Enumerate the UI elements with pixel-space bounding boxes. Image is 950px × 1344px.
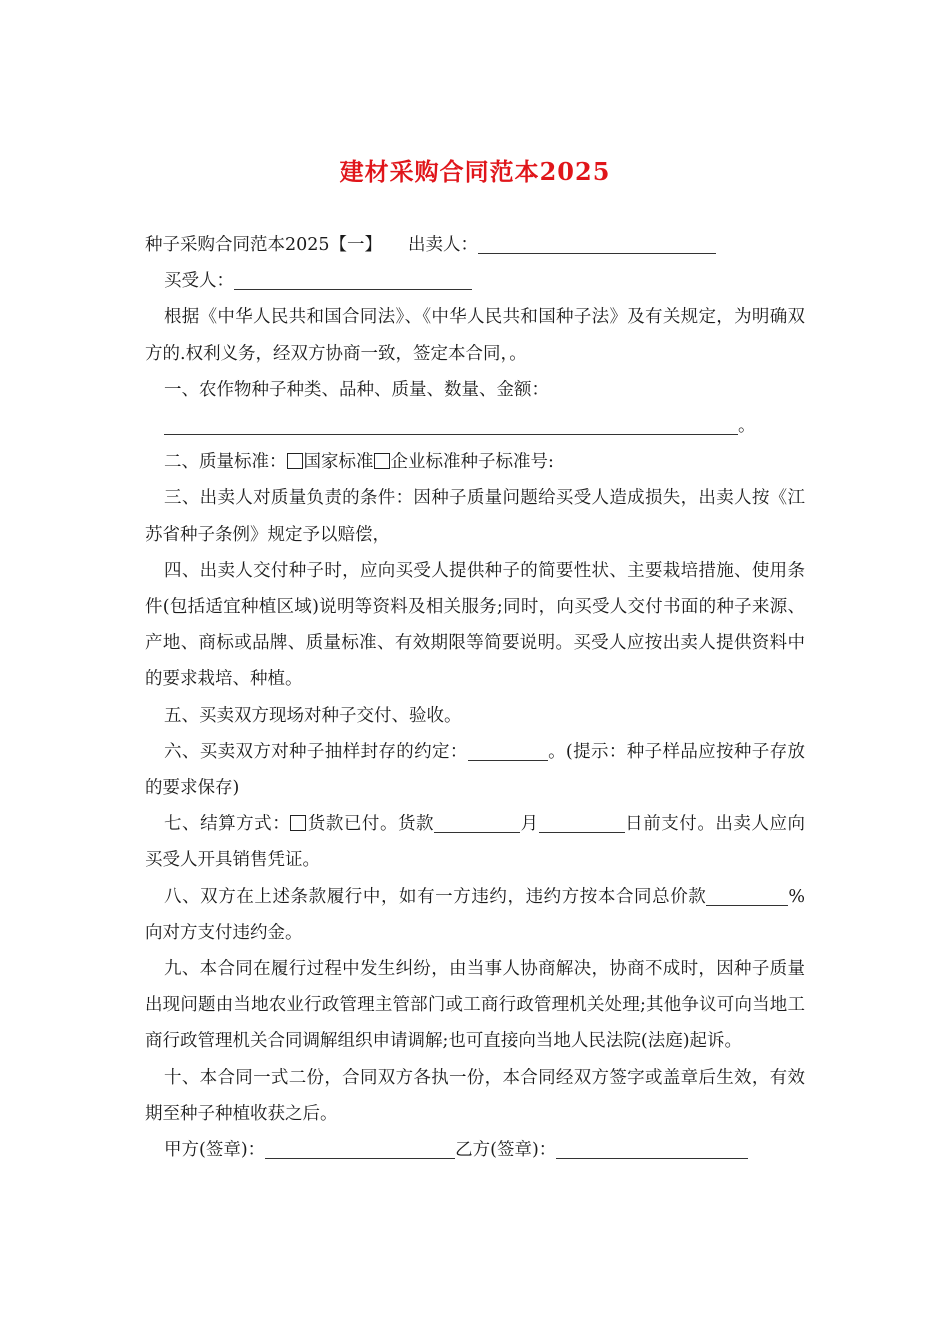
penalty-percent-blank-a[interactable] <box>706 883 770 906</box>
buyer-blank[interactable] <box>234 267 472 290</box>
clause-5: 五、买卖双方现场对种子交付、验收。 <box>164 705 462 726</box>
clause-9: 九、本合同在履行过程中发生纠纷，由当事人协商解决，协商不成时，因种子质量出现问题由当地农业行政管理主管部门或工商行政管理机关处理;其他争议可向当地工商行政管理机关合同调解组织申请调解;也可直接向当地人民法院(法庭)起诉。 <box>145 959 805 1052</box>
clause-1-blank-row <box>145 408 805 444</box>
header-line <box>145 227 805 263</box>
party-a-label: 甲方(签章)： <box>164 1140 266 1161</box>
party-b-label: 乙方(签章)： <box>455 1140 557 1161</box>
payment-month-blank[interactable] <box>434 810 520 833</box>
contract-body <box>145 227 805 1168</box>
checkbox-national-standard[interactable] <box>287 453 303 469</box>
party-b-signature-blank[interactable] <box>556 1136 748 1159</box>
clause-2-label: 二、质量标准： <box>164 452 287 473</box>
clause-1: 一、农作物种子种类、品种、质量、数量、金额： <box>164 379 549 400</box>
clause-6-text-a: 六、买卖双方对种子抽样封存的约定： <box>164 741 468 762</box>
clause-7-text-c: 月 <box>520 814 539 835</box>
enterprise-standard-label: 企业标准种子标准号: <box>390 452 554 473</box>
national-standard-label: 国家标准 <box>303 452 374 473</box>
clause-7 <box>145 806 805 878</box>
clause-4: 四、出卖人交付种子时，应向买受人提供种子的简要性状、主要栽培措施、使用条件(包括适宜种植区域)说明等资料及相关服务;同时，向买受人交付书面的种子来源、产地、商标或品牌、质量标准、有效期限等简要说明。买受人应按出卖人提供资料中的要求栽培、种植。 <box>145 560 805 690</box>
clause-8 <box>145 879 805 951</box>
seller-label: 出卖人： <box>408 235 479 255</box>
clause-6 <box>145 734 805 806</box>
clause-8-text-b: %向对方支付违约金。 <box>145 886 805 943</box>
clause-7-text-d: 日前支付。出卖人应向买受人开具销售凭证。 <box>145 814 806 871</box>
payment-day-blank[interactable] <box>539 810 625 833</box>
party-a-signature-blank[interactable] <box>265 1136 455 1159</box>
clause-8-text-a: 八、双方在上述条款履行中，如有一方违约，违约方按本合同总价款 <box>164 886 707 907</box>
penalty-percent-blank-b[interactable] <box>770 883 788 906</box>
clause-7-text-b: 货款已付。货款 <box>307 814 435 835</box>
checkbox-enterprise-standard[interactable] <box>374 453 390 469</box>
intro-paragraph: 根据《中华人民共和国合同法》、《中华人民共和国种子法》及有关规定，为明确双方的.权利义务，经双方协商一致，签定本合同，。 <box>145 307 805 364</box>
seller-blank[interactable] <box>478 231 716 254</box>
buyer-label: 买受人： <box>164 271 234 292</box>
clause-7-text-a: 七、结算方式： <box>164 814 291 835</box>
contract-subtitle: 种子采购合同范本2025【一】 <box>145 235 383 255</box>
document-title: 建材采购合同范本2025 <box>339 157 611 186</box>
clause-10: 十、本合同一式二份，合同双方各执一份，本合同经双方签字或盖章后生效，有效期至种子种植收获之后。 <box>145 1067 805 1124</box>
clause-3: 三、出卖人对质量负责的条件：因种子质量问题给买受人造成损失，出卖人按《江苏省种子条例》规定予以赔偿， <box>145 488 805 545</box>
clause-1-end: 。 <box>738 416 756 437</box>
clause-1-blank[interactable] <box>164 412 738 435</box>
signature-row <box>145 1132 805 1168</box>
clause-6-text-b: 。(提示：种子样品应按种子存放的要求保存) <box>145 741 806 799</box>
buyer-line <box>145 263 805 299</box>
checkbox-paid[interactable] <box>290 815 306 831</box>
sample-agreement-blank[interactable] <box>468 738 548 761</box>
clause-2 <box>145 444 805 480</box>
